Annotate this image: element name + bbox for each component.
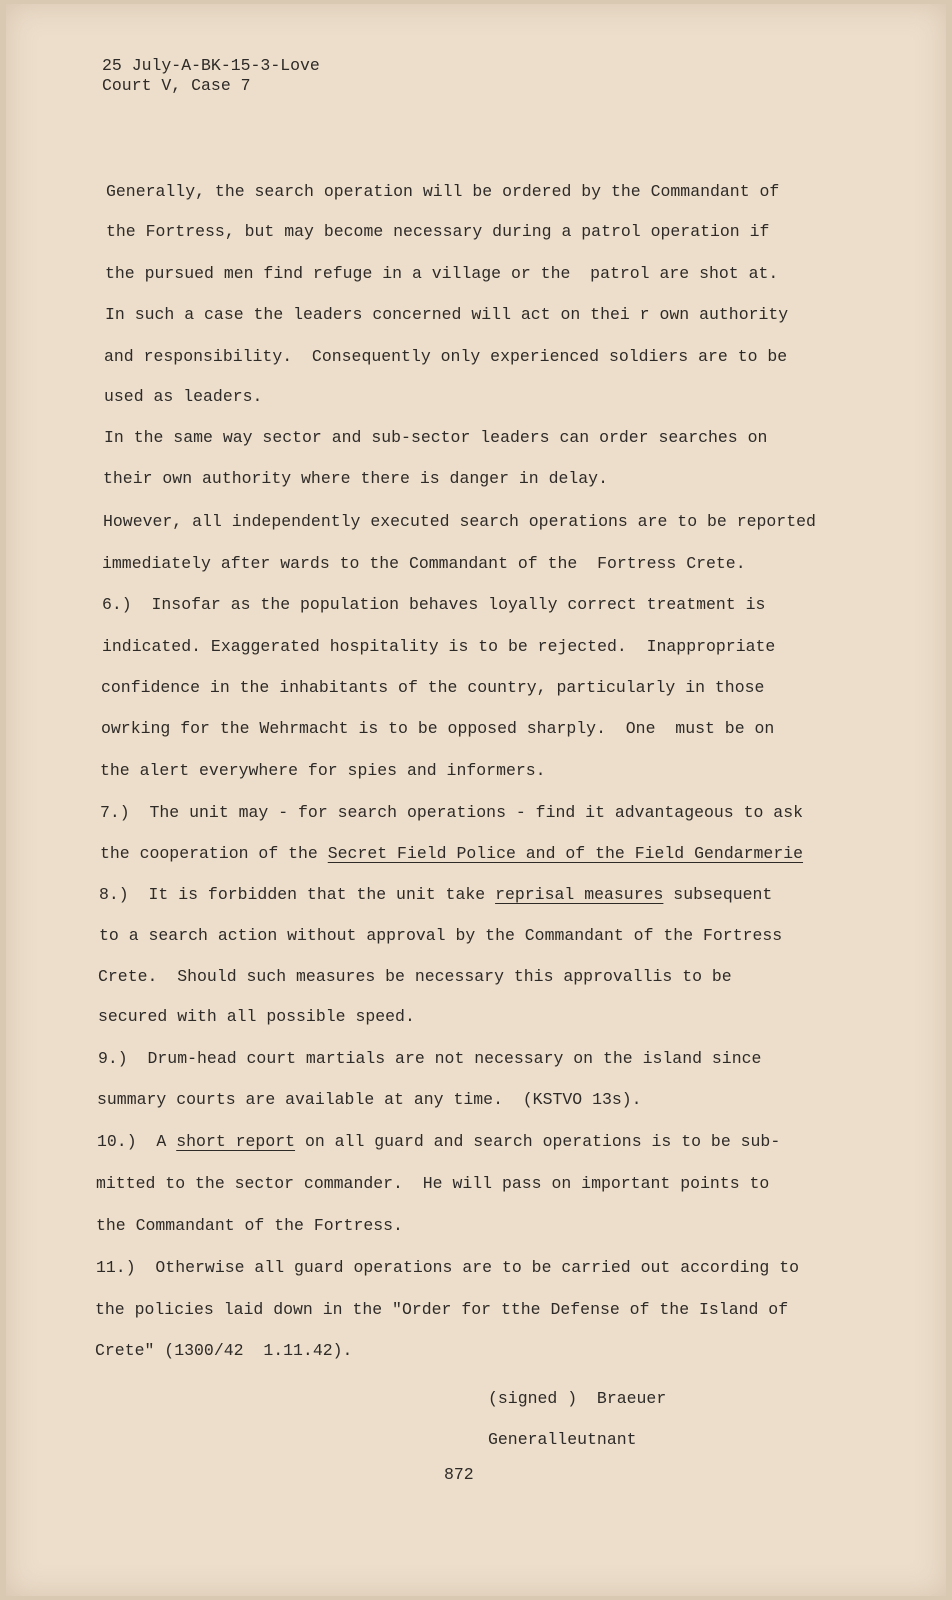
text-line: [97, 1090, 642, 1109]
line-text: subsequent: [663, 885, 773, 904]
line-text: the policies laid down in the "Order for tthe Defense of the Island of: [95, 1300, 789, 1319]
text-line: [104, 428, 767, 447]
text-line: [95, 1300, 788, 1319]
underlined-text: short report: [176, 1132, 296, 1151]
line-text: immediately after wards to the Commandant of the Fortress Crete.: [102, 554, 746, 573]
signature-title: Generalleutnant: [488, 1430, 637, 1449]
line-text: In such a case the leaders concerned will act on thei r own authority: [105, 305, 789, 324]
text-line: [99, 926, 782, 945]
text-line: [105, 305, 788, 324]
line-text: 7.) The unit may - for search operations - find it advantageous to ask: [100, 803, 804, 822]
text-line: [103, 469, 608, 488]
line-text: owrking for the Wehrmacht is to be opposed sharply. One must be on: [101, 719, 775, 738]
line-text: confidence in the inhabitants of the country, particularly in those: [101, 678, 765, 697]
text-line: [95, 1341, 352, 1360]
line-text: the pursued men find refuge in a village or the patrol are shot at.: [105, 264, 779, 283]
text-line: [104, 347, 787, 366]
text-line: [99, 885, 772, 904]
line-text: used as leaders.: [104, 387, 263, 406]
line-text: Generally, the search operation will be ordered by the Commandant of: [106, 182, 780, 201]
page-number: 872: [444, 1465, 474, 1484]
text-line: [100, 803, 803, 822]
text-line: [96, 1174, 769, 1193]
text-line: [100, 761, 546, 780]
header-court-case: Court V, Case 7: [102, 76, 251, 95]
header-reference: 25 July-A-BK-15-3-Love: [102, 56, 320, 75]
text-line: [106, 222, 769, 241]
line-text: Crete. Should such measures be necessary this approvallis to be: [98, 967, 732, 986]
line-text: However, all independently executed search operations are to be reported: [103, 512, 816, 531]
text-line: [105, 264, 778, 283]
text-line: [98, 967, 732, 986]
line-text: 6.) Insofar as the population behaves loyally correct treatment is: [102, 595, 766, 614]
text-line: [96, 1216, 403, 1235]
line-text: the Fortress, but may become necessary during a patrol operation if: [106, 222, 770, 241]
line-text: summary courts are available at any time. (KSTVO 13s).: [97, 1090, 642, 1109]
line-text: In the same way sector and sub-sector leaders can order searches on: [104, 428, 768, 447]
line-text: 11.) Otherwise all guard operations are to be carried out according to: [96, 1258, 800, 1277]
text-line: [98, 1007, 415, 1026]
line-text: indicated. Exaggerated hospitality is to be rejected. Inappropriate: [102, 637, 776, 656]
underlined-text: reprisal measures: [495, 885, 664, 904]
line-text: to a search action without approval by the Commandant of the Fortress: [99, 926, 783, 945]
text-line: [98, 1049, 761, 1068]
text-line: [97, 1132, 780, 1151]
text-line: [100, 844, 803, 863]
line-text: the Commandant of the Fortress.: [96, 1216, 403, 1235]
line-text: the cooperation of the: [100, 844, 328, 863]
text-line: [102, 637, 775, 656]
line-text: 8.) It is forbidden that the unit take: [99, 885, 496, 904]
line-text: 10.) A: [97, 1132, 177, 1151]
line-text: on all guard and search operations is to be sub-: [295, 1132, 781, 1151]
line-text: Crete" (1300/42 1.11.42).: [95, 1341, 353, 1360]
line-text: 9.) Drum-head court martials are not necessary on the island since: [98, 1049, 762, 1068]
line-text: mitted to the sector commander. He will pass on important points to: [96, 1174, 770, 1193]
text-line: [96, 1258, 799, 1277]
signature-line: (signed ) Braeuer: [488, 1389, 667, 1408]
text-line: [102, 595, 765, 614]
text-line: [104, 387, 262, 406]
text-line: [103, 512, 816, 531]
line-text: their own authority where there is danger in delay.: [103, 469, 608, 488]
underlined-text: Secret Field Police and of the Field Gendarmerie: [327, 844, 804, 863]
line-text: and responsibility. Consequently only experienced soldiers are to be: [104, 347, 788, 366]
line-text: secured with all possible speed.: [98, 1007, 415, 1026]
text-line: [106, 182, 779, 201]
text-line: [101, 678, 764, 697]
text-line: [101, 719, 774, 738]
text-line: [102, 554, 746, 573]
document-page: [6, 4, 946, 1596]
line-text: the alert everywhere for spies and informers.: [100, 761, 546, 780]
